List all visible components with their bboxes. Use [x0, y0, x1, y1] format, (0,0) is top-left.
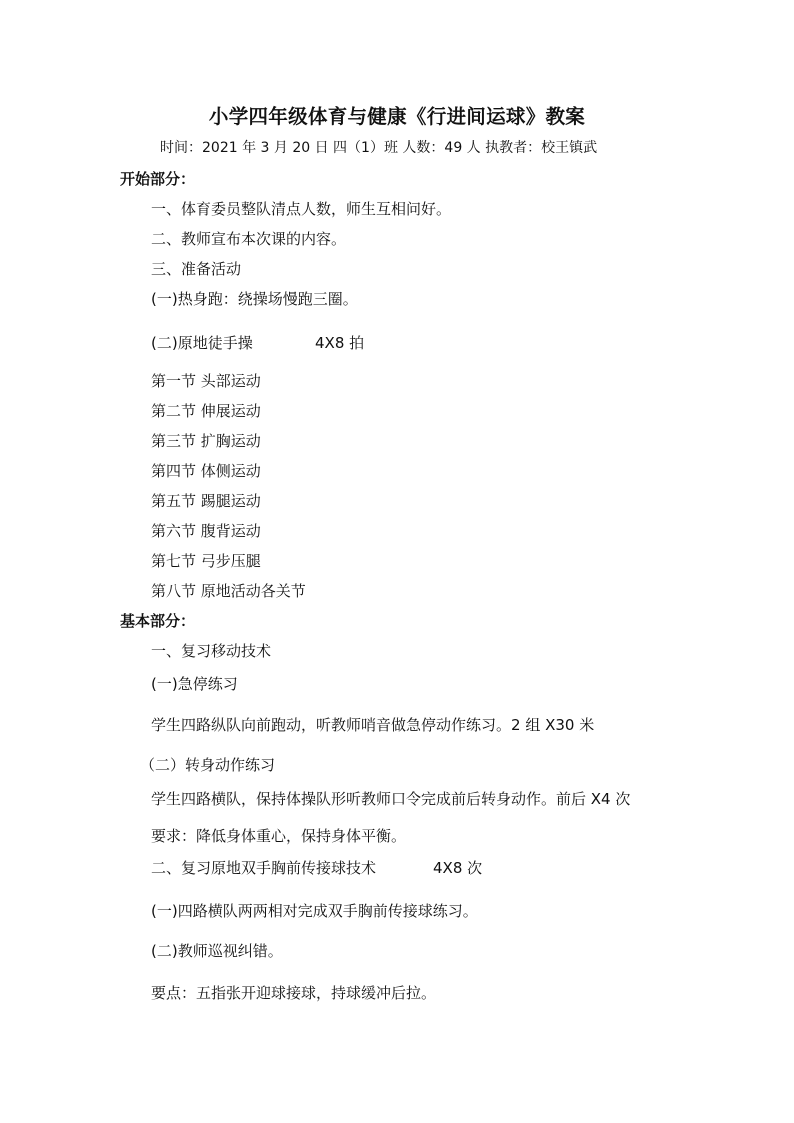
exercise-item: 第二节 伸展运动	[151, 402, 261, 420]
requirement-text: 要求：降低身体重心，保持身体平衡。	[151, 827, 407, 845]
freehand-exercise-beats: 4X8 拍	[315, 334, 365, 352]
exercise-item: 第七节 弓步压腿	[151, 552, 261, 570]
document-title: 小学四年级体育与健康《行进间运球》教案	[208, 105, 586, 128]
basic-item-1: 一、复习移动技术	[151, 642, 272, 660]
turning-practice: （二）转身动作练习	[140, 756, 276, 774]
basic-item-2: 二、复习原地双手胸前传接球技术	[151, 859, 377, 877]
freehand-exercise: (二)原地徒手操	[151, 334, 253, 352]
exercise-item: 第五节 踢腿运动	[151, 492, 261, 510]
start-section-heading: 开始部分：	[120, 170, 196, 188]
sudden-stop-description: 学生四路纵队向前跑动，听教师哨音做急停动作练习。2 组 X30 米	[151, 716, 595, 734]
start-item-2: 二、教师宣布本次课的内容。	[151, 230, 347, 248]
sudden-stop-practice: (一)急停练习	[151, 675, 238, 693]
exercise-item: 第一节 头部运动	[151, 372, 261, 390]
basic-item-2-count: 4X8 次	[433, 859, 483, 877]
start-item-1: 一、体育委员整队清点人数，师生互相问好。	[151, 200, 452, 218]
basic-section-heading: 基本部分：	[120, 612, 196, 630]
key-points-text: 要点：五指张开迎球接球，持球缓冲后拉。	[151, 984, 437, 1002]
start-item-3: 三、准备活动	[151, 260, 242, 278]
teacher-correction: (二)教师巡视纠错。	[151, 942, 283, 960]
warmup-run: (一)热身跑：绕操场慢跑三圈。	[151, 290, 358, 308]
exercise-item: 第六节 腹背运动	[151, 522, 261, 540]
exercise-item: 第三节 扩胸运动	[151, 432, 261, 450]
lesson-info-line: 时间：2021 年 3 月 20 日 四（1）班 人数：49 人 执教者：校王镇武	[160, 140, 598, 156]
passing-practice: (一)四路横队两两相对完成双手胸前传接球练习。	[151, 902, 478, 920]
exercise-item: 第四节 体侧运动	[151, 462, 261, 480]
exercise-item: 第八节 原地活动各关节	[151, 582, 306, 600]
turning-description: 学生四路横队，保持体操队形听教师口令完成前后转身动作。前后 X4 次	[151, 790, 631, 808]
